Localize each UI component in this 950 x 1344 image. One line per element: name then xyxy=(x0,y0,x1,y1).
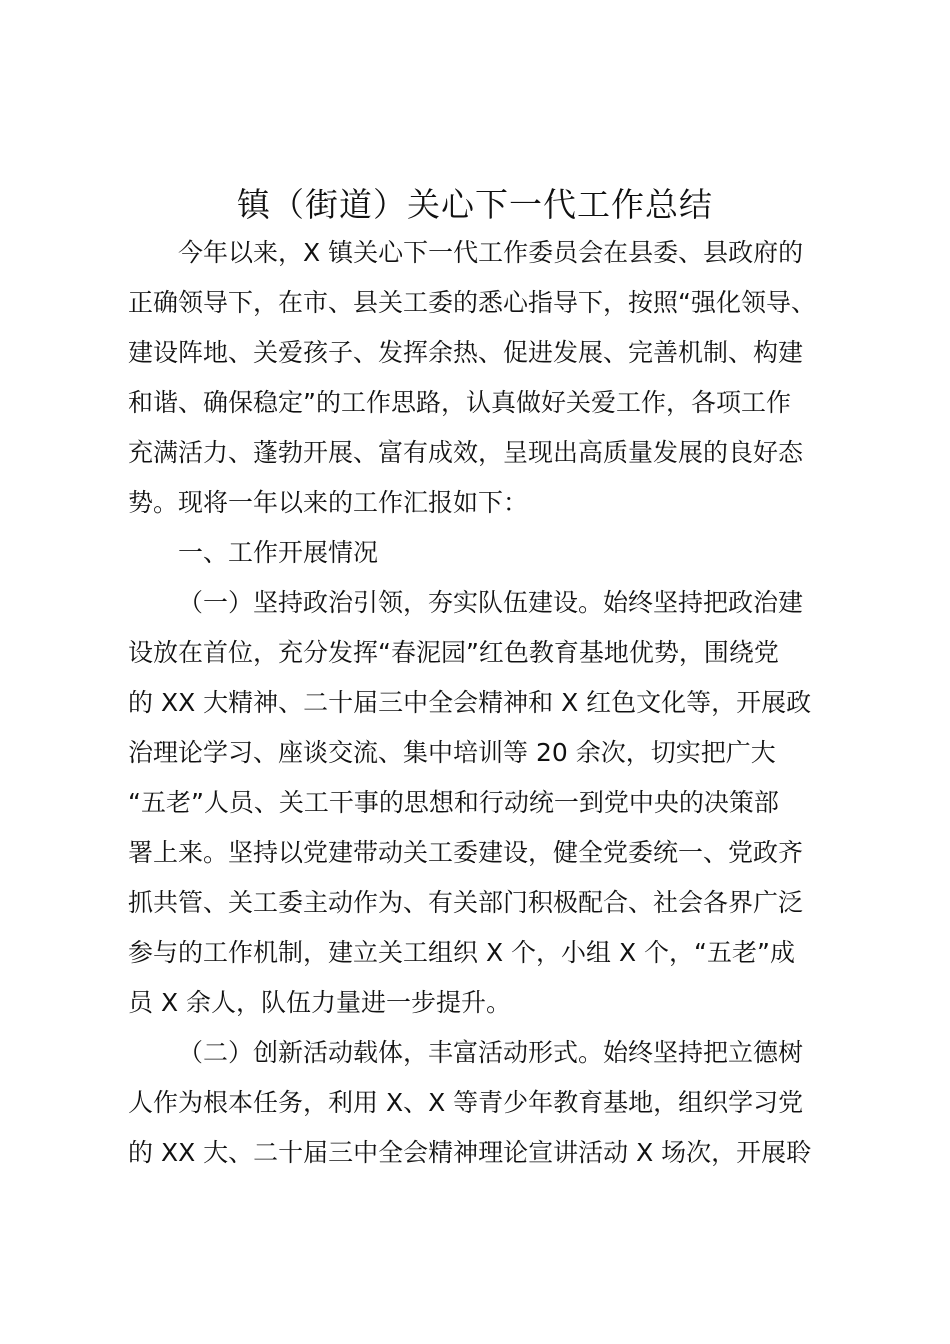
body-line: 充满活力、蓬勃开展、富有成效，呈现出高质量发展的良好态 xyxy=(128,438,804,467)
body-line: 治理论学习、座谈交流、集中培训等 20 余次，切实把广大 xyxy=(128,738,776,767)
body-line: 署上来。坚持以党建带动关工委建设，健全党委统一、党政齐 xyxy=(128,838,804,867)
body-line: 势。现将一年以来的工作汇报如下： xyxy=(128,488,529,517)
body-line: 设放在首位，充分发挥“春泥园”红色教育基地优势，围绕党 xyxy=(128,638,779,667)
body-line: 员 X 余人，队伍力量进一步提升。 xyxy=(128,988,512,1017)
body-line: 和谐、确保稳定”的工作思路，认真做好关爱工作，各项工作 xyxy=(128,388,791,417)
body-line: “五老”人员、关工干事的思想和行动统一到党中央的决策部 xyxy=(128,788,779,817)
document-title: 镇（街道）关心下一代工作总结 xyxy=(237,185,713,224)
body-line: （一）坚持政治引领，夯实队伍建设。始终坚持把政治建 xyxy=(178,588,804,617)
body-line: 建设阵地、关爱孩子、发挥余热、促进发展、完善机制、构建 xyxy=(128,338,804,367)
body-line: （二）创新活动载体，丰富活动形式。始终坚持把立德树 xyxy=(178,1038,804,1067)
body-line: 参与的工作机制，建立关工组织 X 个，小组 X 个，“五老”成 xyxy=(128,938,795,967)
body-line: 的 XX 大精神、二十届三中全会精神和 X 红色文化等，开展政 xyxy=(128,688,812,717)
body-line: 抓共管、关工委主动作为、有关部门积极配合、社会各界广泛 xyxy=(128,888,804,917)
body-line: 人作为根本任务，利用 X、X 等青少年教育基地，组织学习党 xyxy=(128,1088,804,1117)
body-line: 正确领导下，在市、县关工委的悉心指导下，按照“强化领导、 xyxy=(128,288,816,317)
section-heading: 一、工作开展情况 xyxy=(178,538,379,567)
body-line: 今年以来，X 镇关心下一代工作委员会在县委、县政府的 xyxy=(178,238,804,267)
body-line: 的 XX 大、二十届三中全会精神理论宣讲活动 X 场次，开展聆 xyxy=(128,1138,812,1167)
